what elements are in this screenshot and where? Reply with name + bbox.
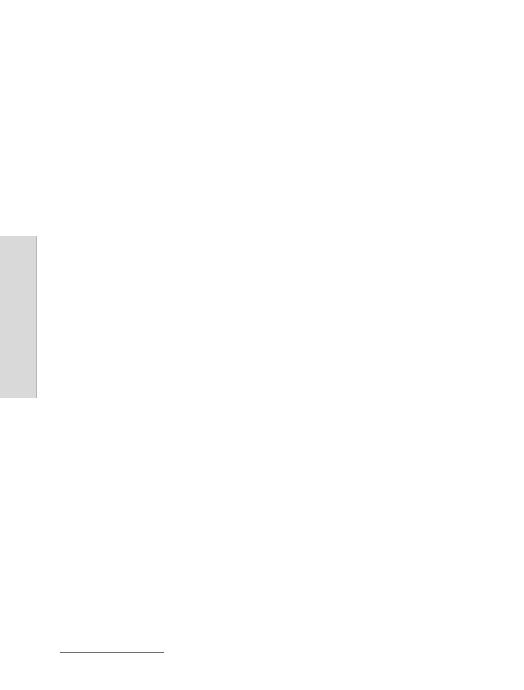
footnote-rule <box>60 652 164 653</box>
sidebar-band <box>0 236 37 398</box>
